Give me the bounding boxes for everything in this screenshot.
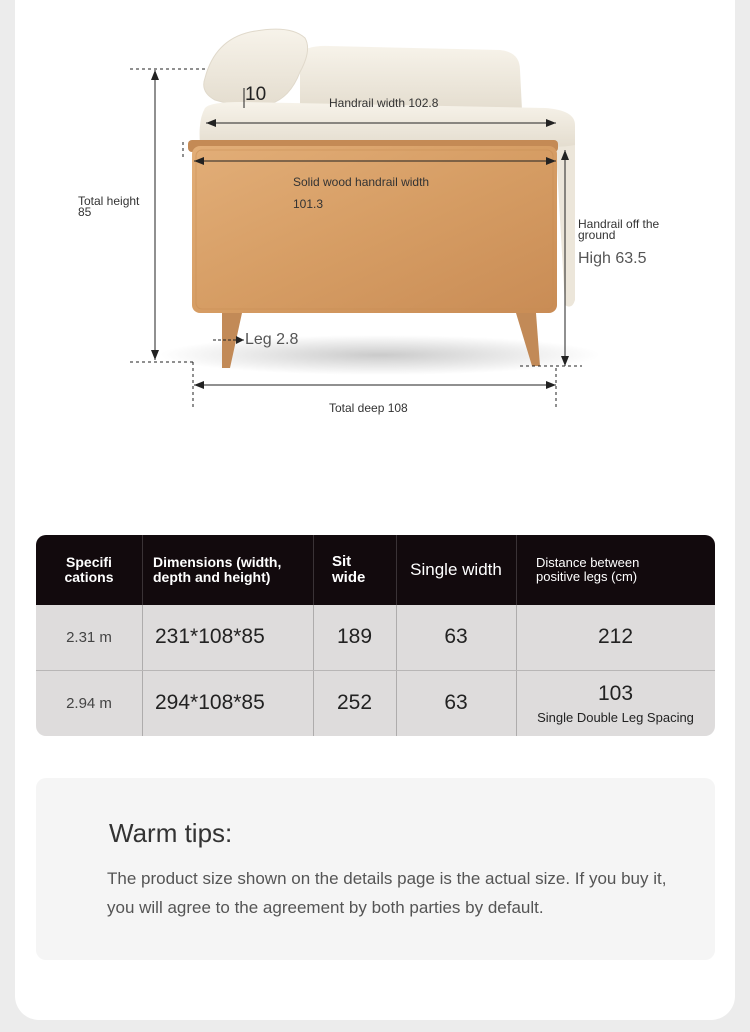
total-height-label-line2: 85 xyxy=(78,205,92,219)
cell-sit-wide: 252 xyxy=(336,691,373,714)
warm-tips-box xyxy=(36,778,715,960)
warm-tips-title: Warm tips: xyxy=(109,818,233,848)
wood-armrest-panel xyxy=(192,146,557,313)
spec-table xyxy=(36,535,715,736)
cell-leg-distance: 212 xyxy=(597,625,634,648)
header-sit-wide: Sit wide xyxy=(332,553,366,586)
cell-spec: 2.94 m xyxy=(66,694,112,712)
cell-single-width: 63 xyxy=(444,625,468,648)
solid-wood-width-label-line2: 101.3 xyxy=(293,197,324,211)
table-row xyxy=(36,670,715,735)
high-label: High 63.5 xyxy=(578,250,647,267)
cell-single-width: 63 xyxy=(444,691,468,714)
cell-leg-distance: 103 Single Double Leg Spacing xyxy=(537,681,694,725)
header-dimensions: Dimensions (width, depth and height) xyxy=(153,554,282,585)
cell-sit-wide: 189 xyxy=(336,625,373,648)
warm-tips-body: The product size shown on the details page is the actual size. If you buy it, you will agree to the agreement by both parties by default. xyxy=(107,869,667,917)
total-height-label-line1: Total height xyxy=(78,194,140,208)
leg-label: Leg 2.8 xyxy=(245,331,299,348)
solid-wood-width-label-line1: Solid wood handrail width xyxy=(293,175,430,189)
table-header xyxy=(36,535,715,605)
header-leg-distance: Distance between positive legs (cm) xyxy=(536,555,640,584)
handrail-width-label: Handrail width 102.8 xyxy=(329,96,439,110)
cell-dimensions: 294*108*85 xyxy=(155,691,265,714)
handrail-ground-label-line2: ground xyxy=(578,228,616,242)
cell-spec: 2.31 m xyxy=(66,628,112,646)
cell-dimensions: 231*108*85 xyxy=(155,625,265,648)
total-deep-label: Total deep 108 xyxy=(329,401,408,415)
header-specifications: Specifi cations xyxy=(64,554,114,585)
leg-spacing-note: Single Double Leg Spacing xyxy=(537,709,694,725)
table-row xyxy=(36,605,715,670)
dim-10-label: 10 xyxy=(245,84,267,105)
header-single-width: Single width xyxy=(410,560,502,580)
sofa-dimension-diagram xyxy=(0,0,750,440)
handrail-ground-label-line1: Handrail off the xyxy=(578,217,660,231)
